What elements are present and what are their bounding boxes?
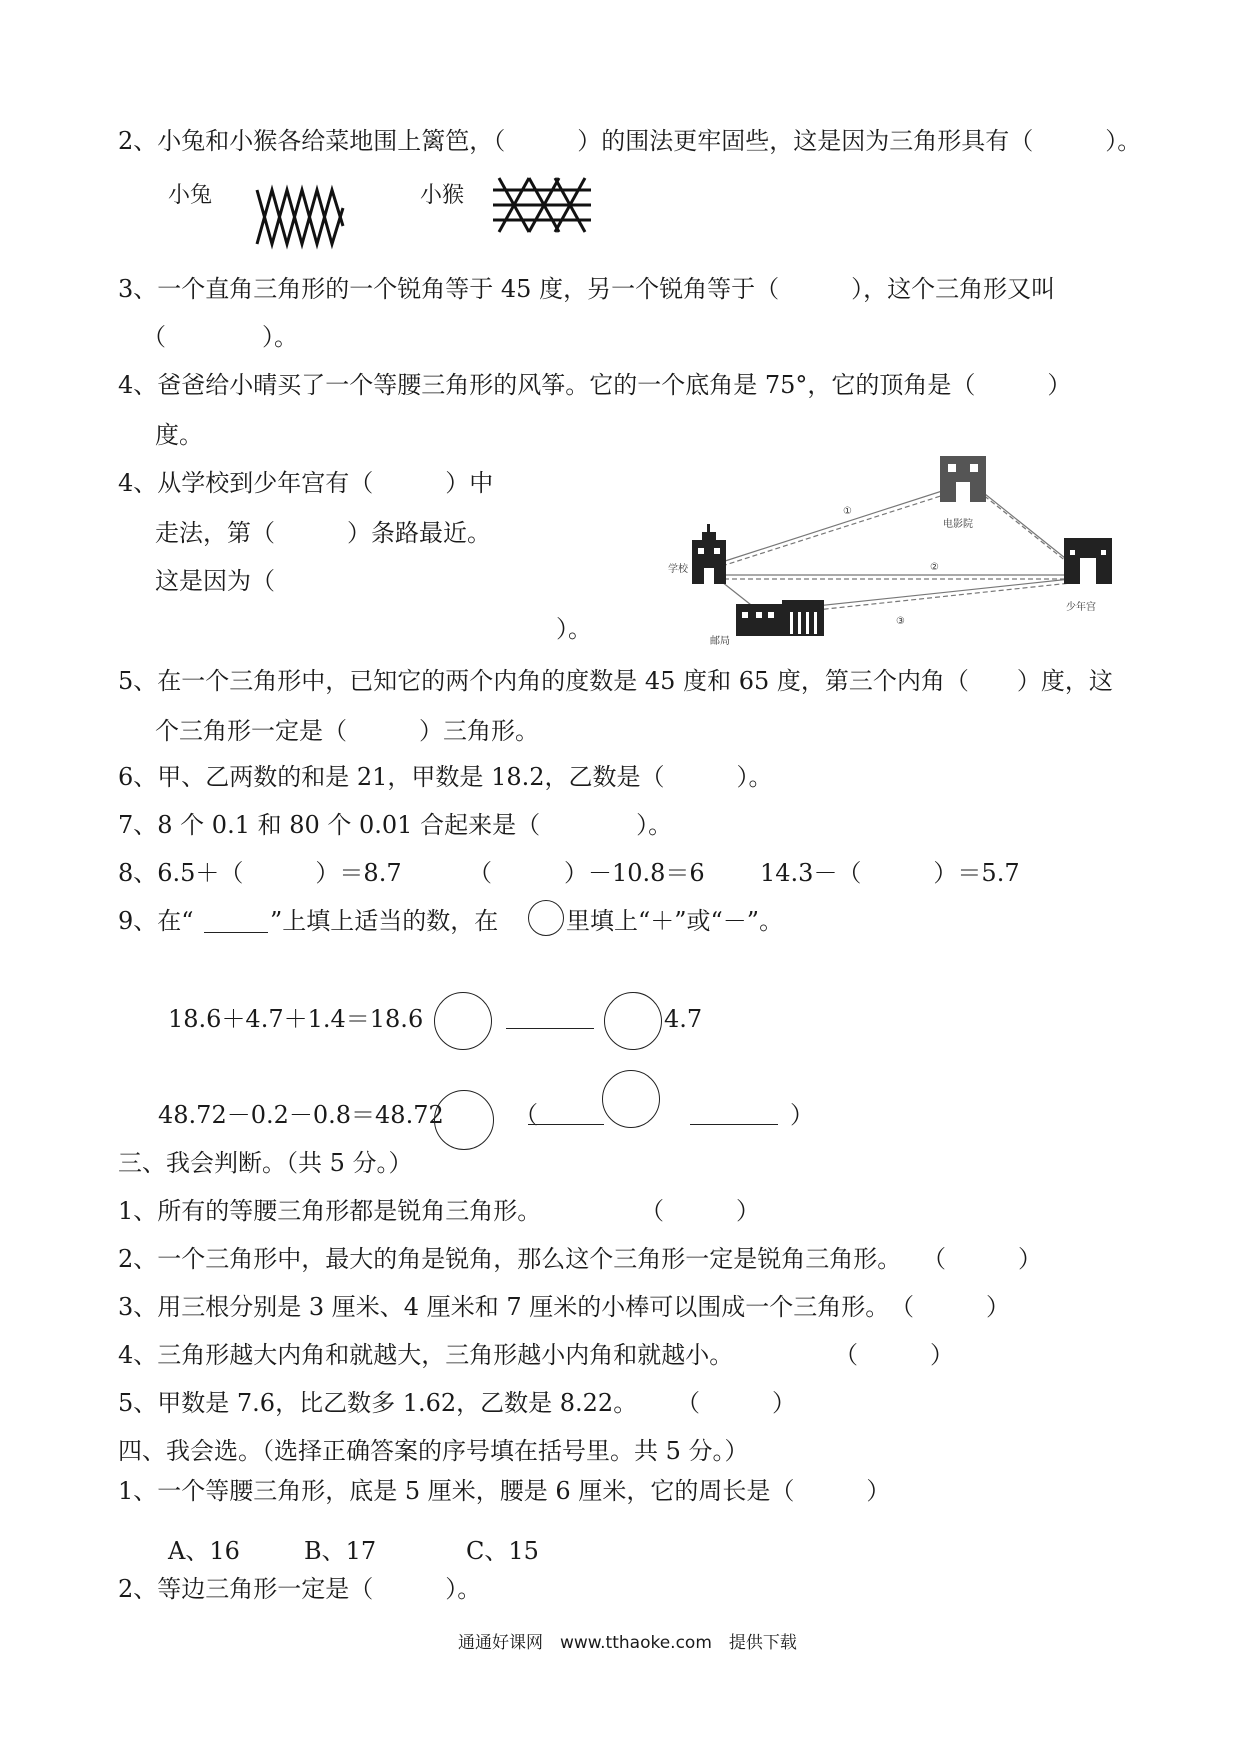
equation-2-open-paren: （ [514,1101,538,1129]
equation-2-blank-2[interactable] [690,1124,778,1125]
map-route-1-label: ① [843,506,852,517]
rabbit-fence-diagram [255,188,345,246]
choice-option-c[interactable]: C、15 [466,1537,539,1565]
question-8-part-2: （ ）－10.8＝6 [468,859,705,887]
map-route-2-label: ② [930,562,939,573]
judge-item-2-paren: （ ） [922,1245,1042,1273]
question-4b-line-1: 4、从学校到少年宫有（ ）中 [118,469,494,497]
question-5-line-2: 个三角形一定是（ ）三角形。 [155,717,539,745]
monkey-label: 小猴 [420,183,465,208]
judge-item-5-text: 5、甲数是 7.6，比乙数多 1.62，乙数是 8.22。 [118,1389,638,1417]
question-4b-line-3: 这是因为（ [155,567,275,595]
question-8-part-3: 14.3－（ ）＝5.7 [760,859,1020,887]
map-label-post-office: 邮局 [710,636,730,647]
equation-1-operator-circle-1[interactable] [434,992,492,1050]
choice-question-2: 2、等边三角形一定是（ ）。 [118,1575,482,1603]
cinema-building-icon [940,456,986,502]
post-office-building-icon [736,600,824,636]
question-7-text: 7、8 个 0.1 和 80 个 0.01 合起来是（ ）。 [118,811,673,839]
question-4b-line-4: ）。 [556,615,592,643]
judge-item-5-paren: （ ） [676,1389,796,1417]
section-3-title: 三、我会判断。（共 5 分。） [118,1149,413,1177]
route-map-diagram [640,452,1130,647]
judge-item-2-text: 2、一个三角形中，最大的角是锐角，那么这个三角形一定是锐角三角形。 [118,1245,902,1273]
question-6-text: 6、甲、乙两数的和是 21，甲数是 18.2，乙数是（ ）。 [118,763,773,791]
equation-1-right: 4.7 [664,1005,703,1033]
map-label-youth-palace: 少年宫 [1066,602,1096,613]
rabbit-label: 小兔 [168,183,213,208]
equation-1-left: 18.6＋4.7＋1.4＝18.6 [168,1005,424,1033]
youth-palace-building-icon [1064,538,1112,584]
question-3-line-1: 3、一个直角三角形的一个锐角等于 45 度，另一个锐角等于（ ），这个三角形又叫 [118,275,1056,303]
choice-option-a[interactable]: A、16 [168,1537,240,1565]
equation-1-blank[interactable] [506,1028,594,1029]
judge-item-3-paren: （ ） [890,1293,1010,1321]
question-3-line-2: （ ）。 [142,323,298,351]
equation-2-blank-1[interactable] [528,1124,604,1125]
operator-circle-example [528,900,564,936]
school-building-icon [692,524,726,584]
question-4b-line-2: 走法，第（ ）条路最近。 [155,519,491,547]
question-8-part-1: 8、6.5＋（ ）＝8.7 [118,859,402,887]
equation-2-close-paren: ） [790,1101,814,1129]
choice-option-b[interactable]: B、17 [304,1537,377,1565]
question-9-suffix: 里填上“＋”或“－”。 [566,907,784,935]
judge-item-1-text: 1、所有的等腰三角形都是锐角三角形。 [118,1197,542,1225]
choice-question-1: 1、一个等腰三角形，底是 5 厘米，腰是 6 厘米，它的周长是（ ） [118,1477,891,1505]
question-5-line-1: 5、在一个三角形中，已知它的两个内角的度数是 45 度和 65 度，第三个内角（ ）度，这 [118,667,1113,695]
equation-1-operator-circle-2[interactable] [604,992,662,1050]
section-4-title: 四、我会选。（选择正确答案的序号填在括号里。共 5 分。） [118,1437,749,1465]
footer-credit: 通通好课网 www.tthaoke.com 提供下载 [458,1633,797,1653]
map-label-cinema: 电影院 [943,519,973,530]
question-9-prefix: 9、在“ [118,907,194,935]
judge-item-4-paren: （ ） [834,1341,954,1369]
question-4a-line-1: 4、爸爸给小晴买了一个等腰三角形的风筝。它的一个底角是 75°，它的顶角是（ ） [118,371,1072,399]
blank-underline-example [204,932,268,933]
question-4a-line-2: 度。 [155,421,203,449]
equation-2-operator-circle-1[interactable] [434,1090,494,1150]
judge-item-1-paren: （ ） [640,1197,760,1225]
question-2-text: 2、小兔和小猴各给菜地围上篱笆，（ ）的围法更牢固些，这是因为三角形具有（ ）。 [118,127,1142,155]
equation-2-operator-circle-2[interactable] [602,1070,660,1128]
monkey-fence-diagram [493,176,591,234]
judge-item-3-text: 3、用三根分别是 3 厘米、4 厘米和 7 厘米的小棒可以围成一个三角形。 [118,1293,890,1321]
map-label-school: 学校 [668,564,688,575]
question-9-mid: ”上填上适当的数，在 [270,907,499,935]
judge-item-4-text: 4、三角形越大内角和就越大，三角形越小内角和就越小。 [118,1341,734,1369]
map-route-3-label: ③ [896,616,905,627]
equation-2-left: 48.72－0.2－0.8＝48.72 [158,1101,444,1129]
